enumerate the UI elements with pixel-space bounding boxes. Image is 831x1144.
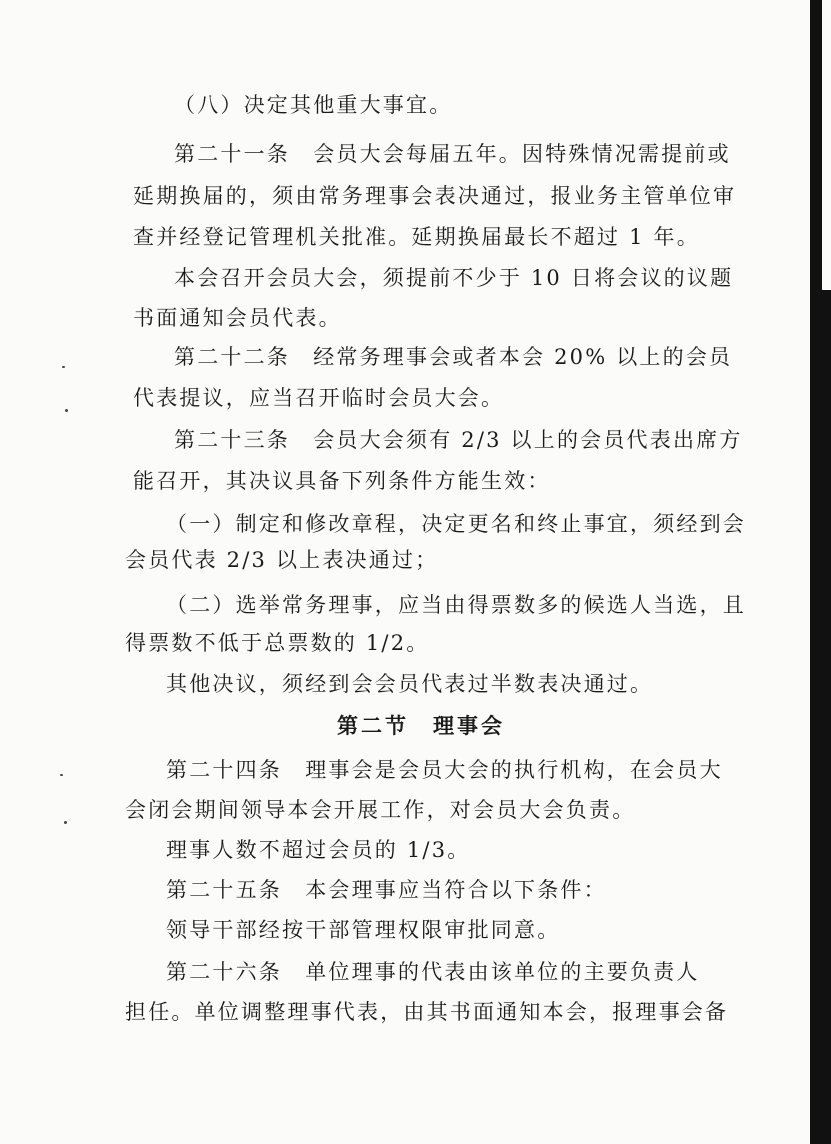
text-line: 领导干部经按干部管理权限审批同意。 [166, 918, 561, 942]
text-line: 第二十一条 会员大会每届五年。因特殊情况需提前或 [174, 142, 731, 166]
text-line: 第二十六条 单位理事的代表由该单位的主要负责人 [166, 960, 700, 984]
text-line: 其他决议，须经到会会员代表过半数表决通过。 [166, 672, 654, 696]
text-line: 延期换届的，须由常务理事会表决通过，报业务主管单位审 [133, 184, 737, 208]
text-line: 会员代表 2/3 以上表决通过； [125, 548, 439, 572]
text-line: （一）制定和修改章程，决定更名和终止事宜，须经到会 [166, 512, 746, 536]
text-line: 第二十三条 会员大会须有 2/3 以上的会员代表出席方 [174, 428, 743, 452]
scan-speck [65, 409, 68, 412]
text-line: 能召开，其决议具备下列条件方能生效： [133, 469, 551, 493]
text-line: 第二十四条 理事会是会员大会的执行机构，在会员大 [166, 758, 723, 782]
scan-speck [62, 366, 65, 368]
text-line: 担任。单位调整理事代表，由其书面通知本会，报理事会备 [125, 1000, 729, 1024]
text-line: 代表提议，应当召开临时会员大会。 [133, 386, 505, 410]
text-line: （二）选举常务理事，应当由得票数多的候选人当选，且 [166, 593, 746, 617]
scan-speck [60, 774, 63, 776]
section-heading: 第二节 理事会 [337, 713, 505, 738]
scan-speck [64, 821, 67, 824]
text-line: 得票数不低于总票数的 1/2。 [125, 631, 430, 655]
text-line: 第二十二条 经常务理事会或者本会 20% 以上的会员 [174, 345, 733, 369]
text-line: 查并经登记管理机关批准。延期换届最长不超过 1 年。 [133, 225, 700, 249]
text-line: 本会召开会员大会，须提前不少于 10 日将会议的议题 [174, 266, 734, 290]
text-line: 会闭会期间领导本会开展工作，对会员大会负责。 [125, 798, 636, 822]
text-line: 理事人数不超过会员的 1/3。 [166, 838, 471, 862]
scan-edge-top [822, 0, 831, 290]
text-line: 第二十五条 本会理事应当符合以下条件： [166, 878, 607, 902]
text-line: （八）决定其他重大事宜。 [174, 93, 453, 117]
text-line: 书面通知会员代表。 [133, 306, 342, 330]
